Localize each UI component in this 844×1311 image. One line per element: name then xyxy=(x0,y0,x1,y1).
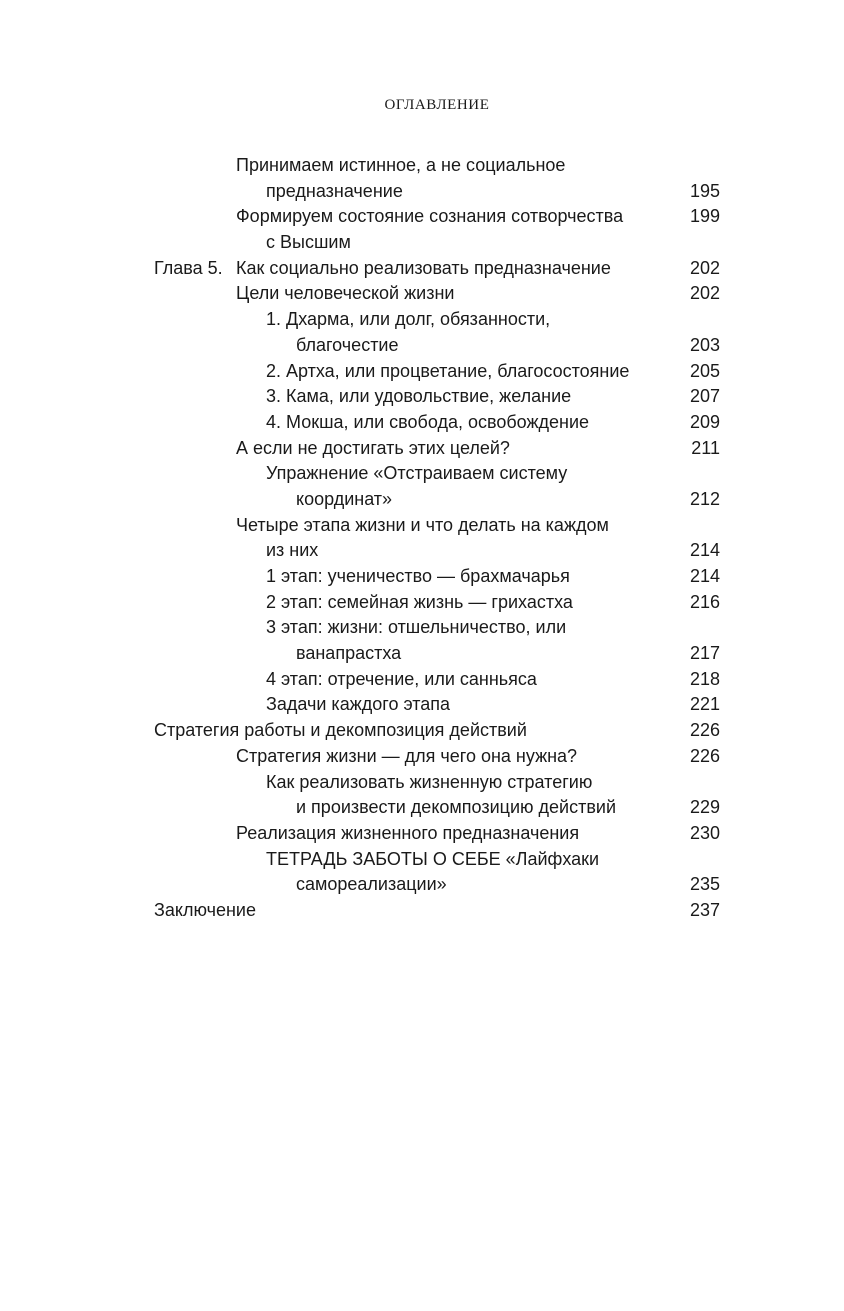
toc-entry[interactable] xyxy=(0,384,844,410)
toc-entry[interactable] xyxy=(0,615,844,641)
entry-title: Стратегия работы и декомпозиция действий xyxy=(154,720,527,741)
entry-title: 1. Дхарма, или долг, обязанности, xyxy=(266,309,551,330)
page-number: 212 xyxy=(689,488,720,509)
entry-title: Задачи каждого этапа xyxy=(266,694,451,715)
page-number: 235 xyxy=(689,874,720,895)
toc-entry[interactable] xyxy=(0,590,844,616)
table-of-contents xyxy=(0,153,844,924)
entry-title: 1 этап: ученичество — брахмачарья xyxy=(266,566,570,586)
entry-title: 2 этап: семейная жизнь — грихастха xyxy=(266,591,573,612)
entry-title: А если не достигать этих целей? xyxy=(236,437,510,458)
chapter-label: Глава 5. xyxy=(154,257,223,278)
page-number: 207 xyxy=(689,386,720,407)
toc-entry[interactable] xyxy=(0,641,844,667)
toc-entry[interactable] xyxy=(0,204,844,230)
page-number: 221 xyxy=(689,694,720,715)
toc-entry[interactable] xyxy=(0,153,844,179)
page-number: 217 xyxy=(689,643,720,664)
toc-entry[interactable] xyxy=(0,770,844,796)
page-number: 216 xyxy=(689,591,720,612)
page-number: 195 xyxy=(689,180,720,201)
toc-entry[interactable] xyxy=(0,359,844,385)
entry-title: Заключение xyxy=(154,899,256,920)
toc-entry[interactable] xyxy=(0,333,844,359)
entry-title: из них xyxy=(266,540,319,561)
page-number: 202 xyxy=(689,283,720,304)
toc-entry[interactable] xyxy=(0,744,844,770)
entry-title: с Высшим xyxy=(266,232,351,253)
page-number: 229 xyxy=(689,797,720,818)
entry-title: Реализация жизненного предназначения xyxy=(236,822,580,843)
page-number: 214 xyxy=(689,540,720,561)
entry-title: Как социально реализовать предназначение xyxy=(236,257,611,278)
page-number: 209 xyxy=(689,411,720,432)
toc-entry[interactable] xyxy=(0,667,844,693)
toc-entry[interactable] xyxy=(0,872,844,898)
page-number: 211 xyxy=(691,437,720,458)
entry-title: Упражнение «Отстраиваем систему xyxy=(266,463,568,484)
toc-chapter-entry[interactable] xyxy=(0,256,844,282)
entry-title: самореализации» xyxy=(296,874,447,895)
page-number: 218 xyxy=(689,668,720,689)
toc-entry[interactable] xyxy=(0,821,844,847)
page-title: ОГЛАВЛЕНИЕ xyxy=(384,97,490,113)
entry-title: благочестие xyxy=(296,334,399,355)
toc-entry[interactable] xyxy=(0,487,844,513)
toc-entry[interactable] xyxy=(0,436,844,462)
toc-entry[interactable] xyxy=(0,538,844,564)
page-number: 199 xyxy=(689,206,720,227)
toc-entry[interactable] xyxy=(0,898,844,924)
toc-entry[interactable] xyxy=(0,410,844,436)
toc-entry[interactable] xyxy=(0,564,844,590)
page-number: 237 xyxy=(689,899,720,920)
toc-entry[interactable] xyxy=(0,281,844,307)
entry-title: 3. Кама, или удовольствие, желание xyxy=(266,386,572,407)
entry-title: и произвести декомпозицию действий xyxy=(296,797,616,818)
entry-title: ТЕТРАДЬ ЗАБОТЫ О СЕБЕ «Лайфхаки xyxy=(266,848,600,869)
page-number: 226 xyxy=(689,745,720,766)
entry-title: Как реализовать жизненную стратегию xyxy=(266,771,593,792)
entry-title: 4. Мокша, или свобода, освобождение xyxy=(266,411,590,432)
page-number: 203 xyxy=(689,334,720,355)
entry-title: Стратегия жизни — для чего она нужна? xyxy=(236,745,578,766)
toc-entry[interactable] xyxy=(0,461,844,487)
page-number: 226 xyxy=(689,720,720,741)
entry-title: 4 этап: отречение, или санньяса xyxy=(266,668,537,689)
entry-title: координат» xyxy=(296,488,393,509)
toc-entry[interactable] xyxy=(0,230,844,256)
entry-title: Принимаем истинное, а не социальное xyxy=(236,155,566,175)
entry-title: 3 этап: жизни: отшельничество, или xyxy=(266,617,567,638)
toc-entry[interactable] xyxy=(0,718,844,744)
entry-title: 2. Артха, или процветание, благосостояние xyxy=(266,360,630,381)
page-number: 205 xyxy=(689,360,720,381)
toc-entry[interactable] xyxy=(0,847,844,873)
toc-entry[interactable] xyxy=(0,307,844,333)
toc-entry[interactable] xyxy=(0,692,844,718)
entry-title: ванапрастха xyxy=(296,643,402,664)
page-number: 230 xyxy=(689,822,720,843)
page-number: 202 xyxy=(689,257,720,278)
entry-title: Формируем состояние сознания сотворчества xyxy=(236,206,624,227)
entry-title: предназначение xyxy=(266,180,403,201)
entry-title: Четыре этапа жизни и что делать на каждом xyxy=(236,514,609,535)
toc-entry[interactable] xyxy=(0,795,844,821)
toc-entry[interactable] xyxy=(0,513,844,539)
toc-entry[interactable] xyxy=(0,179,844,205)
page-number: 214 xyxy=(689,566,720,586)
entry-title: Цели человеческой жизни xyxy=(236,283,455,304)
